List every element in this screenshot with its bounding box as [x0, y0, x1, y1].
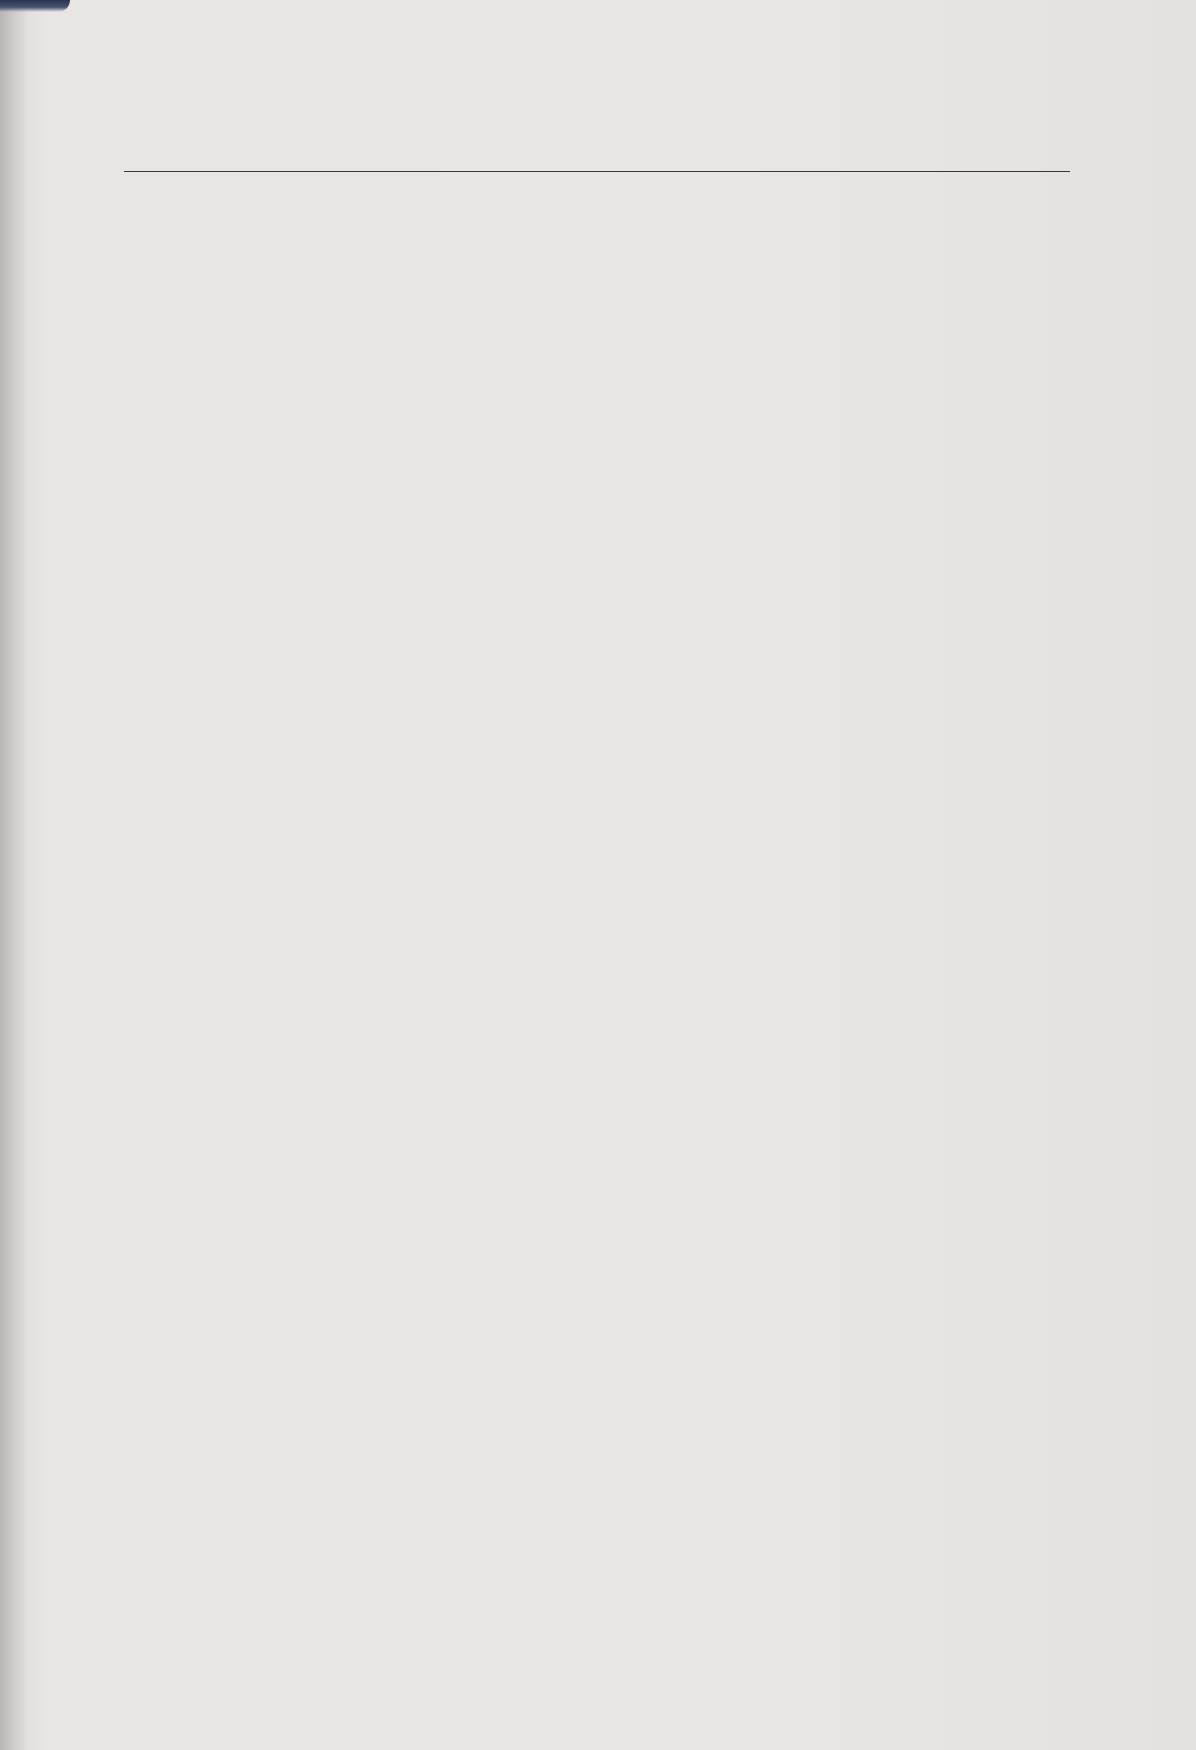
corner-mark — [0, 0, 70, 12]
header-rule — [124, 171, 1070, 172]
page-edge-shadow — [0, 0, 28, 1750]
